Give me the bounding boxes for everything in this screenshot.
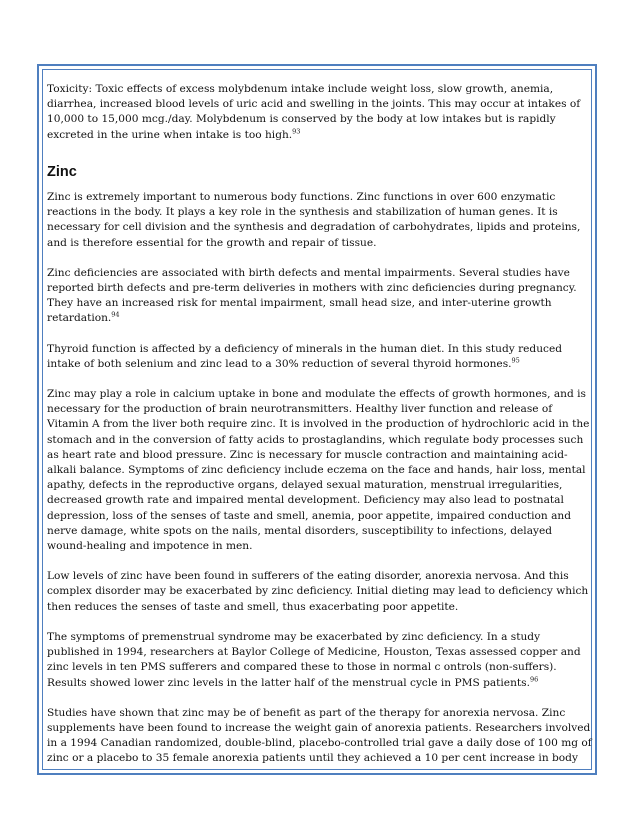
paragraph-text: Zinc is extremely important to numerous body functions. Zinc functions in over 600 enzymatic reactions in the body. It plays a key role in the synthesis and stabilization of human genes. It is necessary for cell division and the synthesis and degradation of carbohydrates, lipids and proteins, and is therefore essential for the growth and repair of tissue. — [47, 191, 581, 249]
paragraph-text: Zinc may play a role in calcium uptake in bone and modulate the effects of growth hormones, and is necessary for the production of brain neurotransmitters. Healthy liver function and release of Vitamin A from the liver both require zinc. It is involved in the production of hydrochloric acid in the stomach and in the conversion of fatty acids to prostaglandins, which regulate body processes such as heart rate and blood pressure. Zinc is necessary for muscle contraction and maintaining acid-alkali balance. Symptoms of zinc deficiency include eczema on the face and hands, hair loss, mental apathy, defects in the reproductive organs, delayed sexual maturation, menstrual irregularities, decreased growth rate and impaired mental development. Deficiency may also lead to postnatal depression, loss of the senses of taste and smell, anemia, poor appetite, impaired conduction and nerve damage, white spots on the nails, mental disorders, susceptibility to infections, delayed wound-healing and impotence in men. — [47, 388, 590, 553]
paragraph — [47, 630, 592, 691]
paragraph-text: Low levels of zinc have been found in sufferers of the eating disorder, anorexia nervosa. And this complex disorder may be exacerbated by zinc deficiency. Initial dieting may lead to deficiency which then reduces the senses of taste and smell, thus exacerbating poor appetite. — [47, 570, 589, 613]
paragraph — [47, 706, 592, 767]
document-body — [47, 82, 592, 782]
paragraph-text: Thyroid function is affected by a deficiency of minerals in the human diet. In this study reduced intake of both selenium and zinc lead to a 30% reduction of several thyroid hormones. — [47, 342, 563, 370]
footnote-ref: 95 — [511, 356, 520, 365]
footnote-ref: 93 — [292, 127, 301, 136]
toxicity-paragraph — [47, 82, 592, 143]
footnote-ref: 96 — [529, 674, 539, 683]
paragraph — [47, 342, 592, 372]
footnote-ref: 94 — [111, 310, 120, 319]
paragraph — [47, 387, 592, 554]
paragraph — [47, 266, 592, 327]
toxicity-text: Toxicity: Toxic effects of excess molybdenum intake include weight loss, slow growth, anemia, diarrhea, increased blood levels of uric acid and swelling in the joints. This may occur at intakes of 10,000 to 15,000 mcg./day. Molybdenum is conserved by the body at low intakes but is rapidly excreted in the urine when intake is too high. — [47, 83, 581, 141]
paragraph — [47, 190, 592, 251]
paragraph-text: Studies have shown that zinc may be of benefit as part of the therapy for anorexia nervosa. Zinc supplements have been found to increase the weight gain of anorexia patients. Researchers involved in a 1994 Canadian randomized, double-blind, placebo-controlled trial gave a daily dose of 100 mg of zinc or a placebo to 35 female anorexia patients until they achieved a 10 per cent increase in body — [47, 706, 592, 765]
section-heading-zinc: Zinc — [47, 163, 77, 180]
paragraph — [47, 569, 592, 615]
paragraph-text: The symptoms of premenstrual syndrome may be exacerbated by zinc deficiency. In a study published in 1994, researchers at Baylor College of Medicine, Houston, Texas assessed copper and zinc levels in ten PMS sufferers and compared these to those in normal c ontrols (non-suffers). Results showed lower zinc levels in the latter half of the menstrual cycle in PMS patients. — [47, 630, 581, 689]
paragraph-text: Zinc deficiencies are associated with birth defects and mental impairments. Several studies have reported birth defects and pre-term deliveries in mothers with zinc deficiencies during pregnancy. They have an increased risk for mental impairment, small head size, and inter-uterine growth retardation. — [47, 266, 577, 325]
